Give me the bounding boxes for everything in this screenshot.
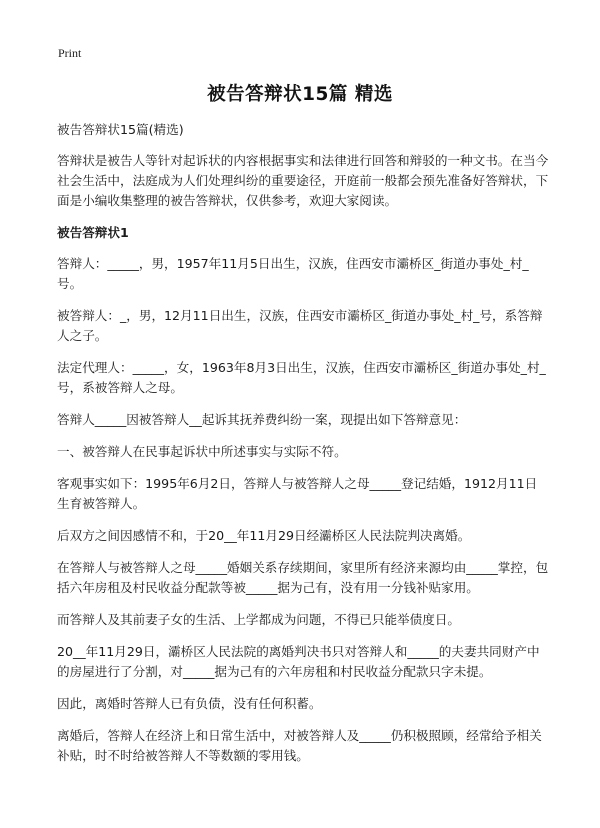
paragraph-facts: 客观事实如下：1995年6月2日，答辩人与被答辩人之母_____登记结婚，1912月11日生育被答辩人。: [57, 476, 538, 511]
paragraph-no-savings: 因此，离婚时答辩人已有负债，没有任何积蓄。: [57, 696, 322, 711]
section-heading: 被告答辩状1: [57, 225, 129, 240]
print-link[interactable]: Print: [58, 46, 82, 60]
paragraph-judgment: 20__年11月29日，灞桥区人民法院的离婚判决书只对答辩人和_____的夫妻共同财产中的房屋进行了分割，对_____据为己有的六年房租和村民收益分配款只字未提。: [57, 644, 540, 679]
paragraph-defendant-answerer: 被答辩人：_，男，12月11日出生，汉族，住西安市灞桥区_街道办事处_村_号，系答辩人之子。: [57, 308, 543, 343]
document-body: [57, 120, 549, 778]
paragraph-debt: 而答辩人及其前妻子女的生活、上学都成为问题，不得已只能举债度日。: [57, 612, 460, 627]
intro-paragraph: 答辩状是被告人等针对起诉状的内容根据事实和法律进行回答和辩驳的一种文书。在当今社会生活中，法庭成为人们处理纠纷的重要途径，开庭前一般都会预先准备好答辩状，下面是小编收集整理的被告答辩状，仅供参考，欢迎大家阅读。: [57, 153, 549, 208]
paragraph-statement: 答辩人_____因被答辩人__起诉其抚养费纠纷一案，现提出如下答辩意见：: [57, 412, 467, 427]
paragraph-point-one: 一、被答辩人在民事起诉状中所述事实与实际不符。: [57, 444, 347, 459]
paragraph-respondent: 答辩人：_____，男，1957年11月5日出生，汉族，住西安市灞桥区_街道办事处_村_号。: [57, 256, 529, 291]
document-title: 被告答辩状15篇 精选: [207, 84, 393, 105]
paragraph-after-divorce: 离婚后，答辩人在经济上和日常生活中，对被答辩人及_____仍积极照顾，经常给予相关补贴，时不时给被答辩人不等数额的零用钱。: [57, 728, 542, 763]
paragraph-finances: 在答辩人与被答辩人之母_____婚姻关系存续期间，家里所有经济来源均由_____掌控，包括六年房租及村民收益分配款等被_____据为己有，没有用一分钱补贴家用。: [57, 560, 549, 595]
paragraph-divorce: 后双方之间因感情不和，于20__年11月29日经灞桥区人民法院判决离婚。: [57, 528, 471, 543]
document-subtitle: 被告答辩状15篇(精选): [57, 122, 184, 137]
paragraph-legal-representative: 法定代理人：_____，女，1963年8月3日出生，汉族，住西安市灞桥区_街道办事处_村_号，系被答辩人之母。: [57, 360, 546, 395]
